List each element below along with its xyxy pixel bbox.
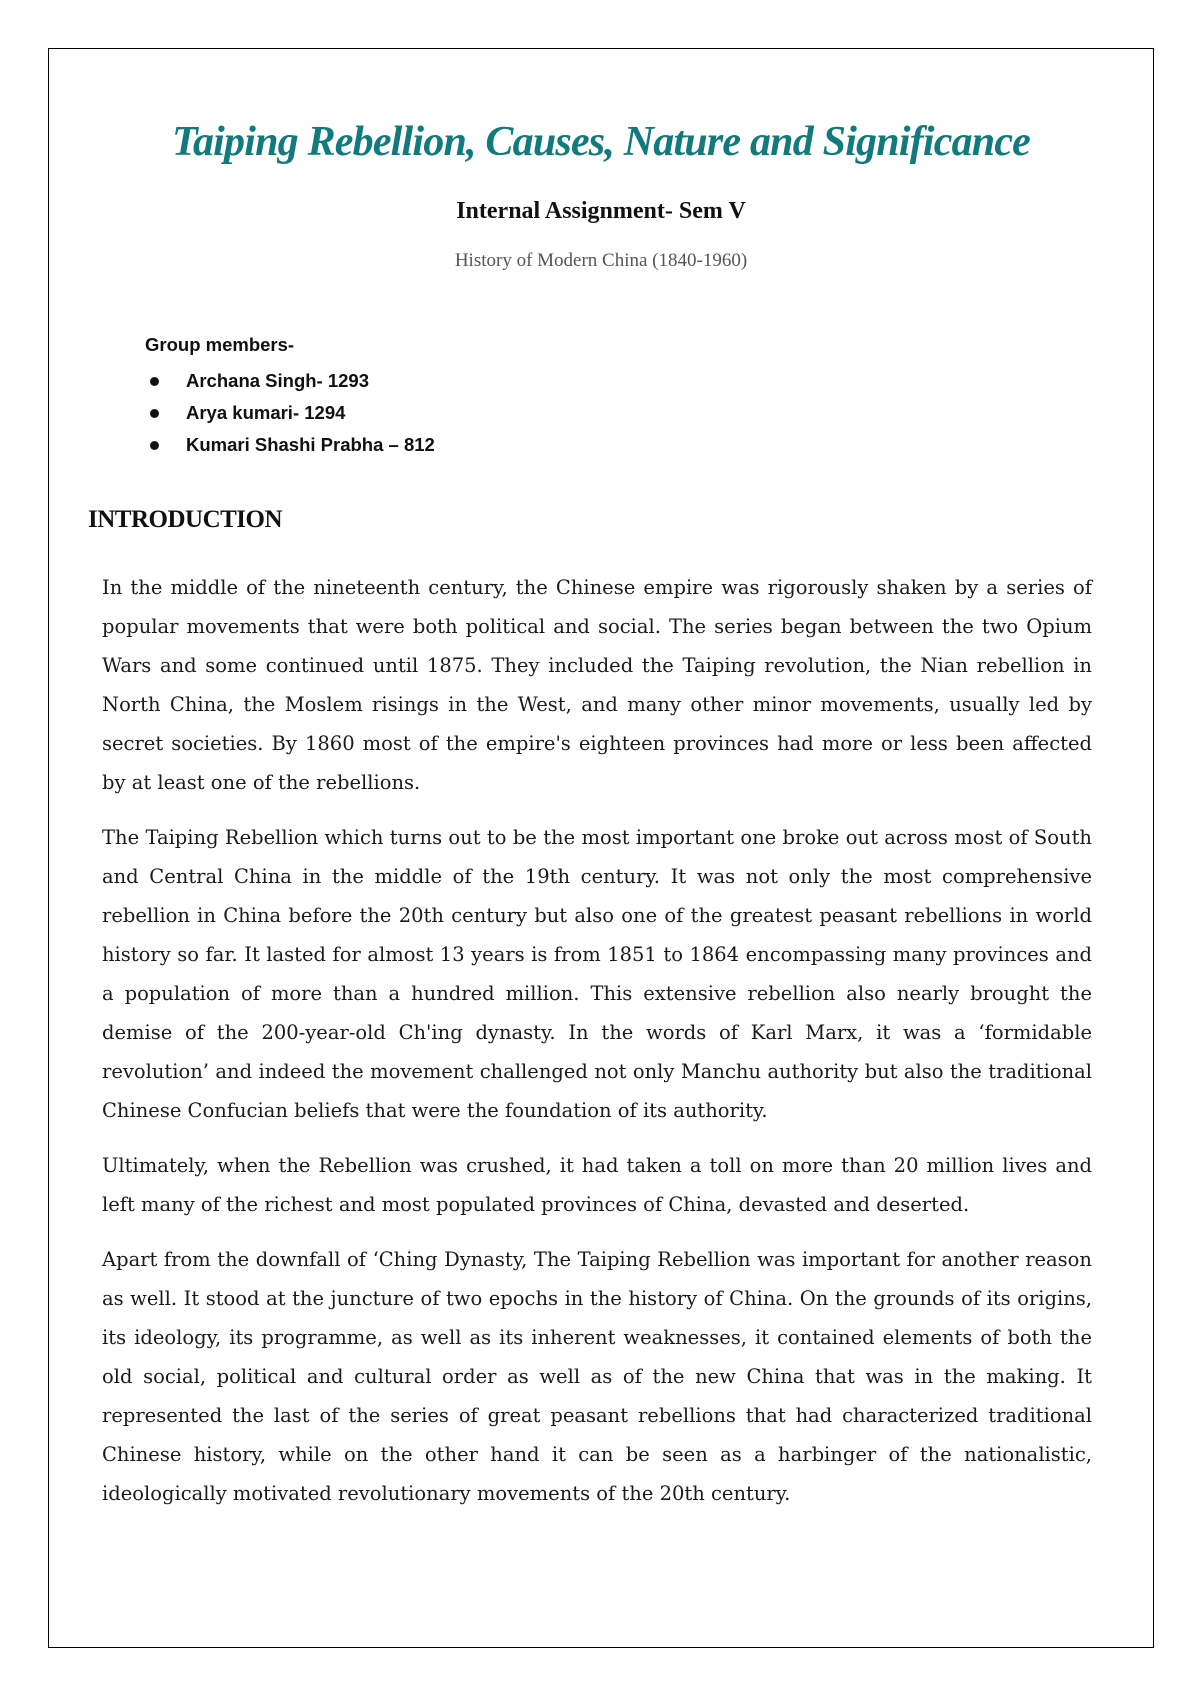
- paragraph: In the middle of the nineteenth century, the Chinese empire was rigorously shaken by a series of popular movements that were both political and social. The series began between the two Opium Wars and some continued until 1875. They included the Taiping revolution, the Nian rebellion in North China, the Moslem risings in the West, and many other minor movements, usually led by secret societies. By 1860 most of the empire's eighteen provinces had more or less been affected by at least one of the rebellions.: [102, 576, 1092, 794]
- course-name: History of Modern China (1840-1960): [454, 250, 748, 271]
- member-item: [145, 397, 435, 429]
- member-name: Archana Singh- 1293: [186, 370, 370, 391]
- bullet-icon: [150, 377, 159, 386]
- group-members-label: Group members-: [145, 334, 295, 355]
- member-name: Arya kumari- 1294: [186, 402, 346, 423]
- paragraph: The Taiping Rebellion which turns out to be the most important one broke out across most of South and Central China in the middle of the 19th century. It was not only the most comprehensive rebellion in China before the 20th century but also one of the greatest peasant rebellions in world history so far. It lasted for almost 13 years is from 1851 to 1864 encompassing many provinces and a population of more than a hundred million. This extensive rebellion also nearly brought the demise of the 200-year-old Ch'ing dynasty. In the words of Karl Marx, it was a ‘formidable revolution’ and indeed the movement challenged not only Manchu authority but also the traditional Chinese Confucian beliefs that were the foundation of its authority.: [102, 826, 1092, 1122]
- paragraph: Apart from the downfall of ‘Ching Dynasty, The Taiping Rebellion was important for another reason as well. It stood at the juncture of two epochs in the history of China. On the grounds of its origins, its ideology, its programme, as well as its inherent weaknesses, it contained elements of both the old social, political and cultural order as well as of the new China that was in the making. It represented the last of the series of great peasant rebellions that had characterized traditional Chinese history, while on the other hand it can be seen as a harbinger of the nationalistic, ideologically motivated revolutionary movements of the 20th century.: [102, 1248, 1092, 1505]
- bullet-icon: [150, 441, 159, 450]
- member-item: [145, 429, 435, 461]
- group-members: [145, 334, 435, 461]
- member-item: [145, 365, 435, 397]
- bullet-icon: [150, 409, 159, 418]
- paragraph: Ultimately, when the Rebellion was crushed, it had taken a toll on more than 20 million lives and left many of the richest and most populated provinces of China, devasted and deserted.: [102, 1154, 1092, 1216]
- introduction-body: [102, 568, 1092, 1529]
- member-list: [145, 365, 435, 461]
- member-name: Kumari Shashi Prabha – 812: [186, 434, 435, 455]
- section-heading-introduction: INTRODUCTION: [88, 506, 283, 533]
- document-title: Taiping Rebellion, Causes, Nature and Significance: [171, 119, 1031, 165]
- document-subtitle: Internal Assignment- Sem V: [456, 198, 746, 224]
